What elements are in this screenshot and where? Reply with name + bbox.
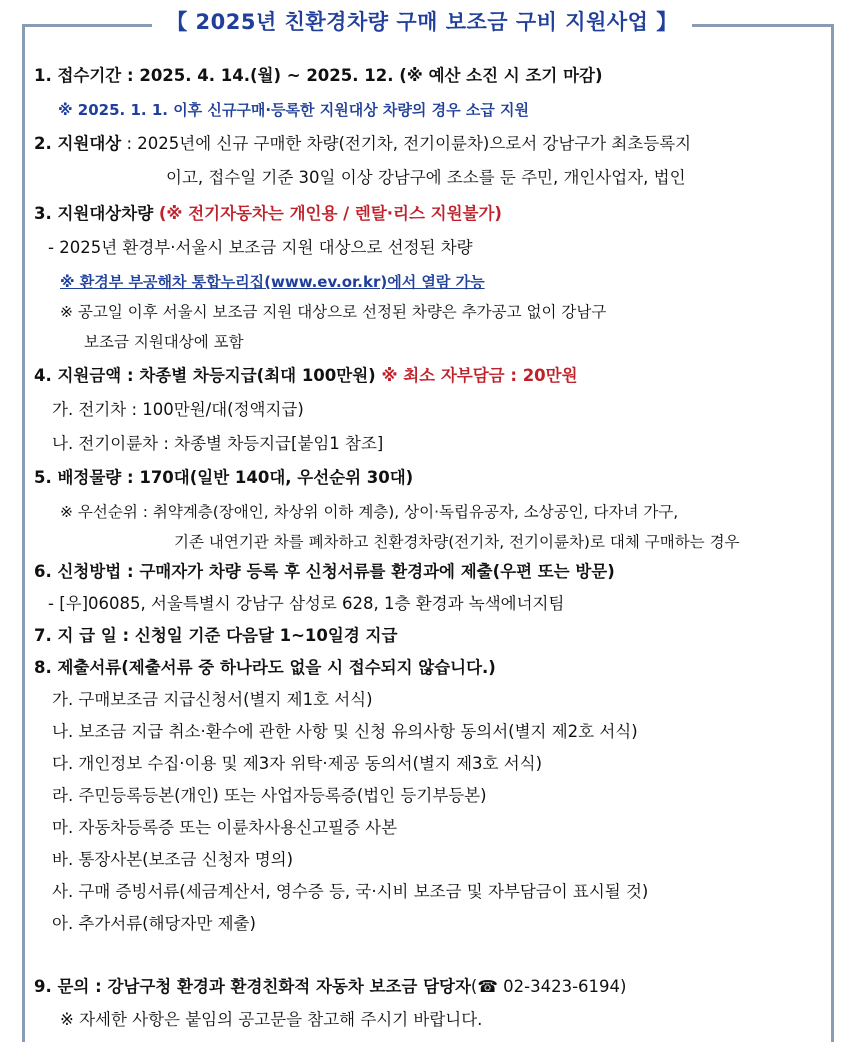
document-item: 아. 추가서류(해당자만 제출) [52,914,256,933]
section-2-label: 2. 지원대상 [34,134,122,153]
document-item: 마. 자동차등록증 또는 이륜차사용신고필증 사본 [52,818,398,837]
document-item: 라. 주민등록등본(개인) 또는 사업자등록증(법인 등기부등본) [52,786,487,805]
section-3-item1: - 2025년 환경부·서울시 보조금 지원 대상으로 선정된 차량 [48,238,473,257]
section-9-text: 9. 문의 : 강남구청 환경과 환경친화적 자동차 보조금 담당자 [34,977,471,996]
section-4-b: 나. 전기이륜차 : 차종별 차등지급[붙임1 참조] [52,434,384,453]
section-1-period: 1. 접수기간 : 2025. 4. 14.(월) ~ 2025. 12. (※ 예산 소진 시 조기 마감) [34,66,603,85]
section-3-warning: (※ 전기자동차는 개인용 / 렌탈·리스 지원불가) [158,204,502,223]
section-2-line1: : 2025년에 신규 구매한 차량(전기차, 전기이륜차)으로서 강남구가 최초등록지 [121,134,692,153]
section-4-min: ※ 최소 자부담금 : 20만원 [381,366,578,385]
section-8-documents: 8. 제출서류(제출서류 중 하나라도 없을 시 접수되지 않습니다.) [34,658,496,677]
section-5-quota: 5. 배정물량 : 170대(일반 140대, 우선순위 30대) [34,468,414,487]
section-7-payment: 7. 지 급 일 : 신청일 기준 다음달 1~10일경 지급 [34,626,398,645]
section-1-note: ※ 2025. 1. 1. 이후 신규구매·등록한 지원대상 차량의 경우 소급 지원 [58,101,530,119]
section-2-target [34,132,691,156]
section-3-vehicles [34,202,502,226]
section-6-address: - [우]06085, 서울특별시 강남구 삼성로 628, 1층 환경과 녹색에너지팀 [48,594,565,613]
section-6-method: 6. 신청방법 : 구매자가 차량 등록 후 신청서류를 환경과에 제출(우편 또는 방문) [34,562,615,581]
section-9-contact [34,975,626,999]
document-item: 다. 개인정보 수집·이용 및 제3자 위탁·제공 동의서(별지 제3호 서식) [52,754,543,773]
section-9-phone: (☎ 02-3423-6194) [470,977,627,996]
document-item: 가. 구매보조금 지급신청서(별지 제1호 서식) [52,690,373,709]
document-item: 사. 구매 증빙서류(세금계산서, 영수증 등, 국·시비 보조금 및 자부담금이 표시될 것) [52,882,649,901]
section-3-link-note[interactable]: ※ 환경부 부공해차 통합누리집(www.ev.or.kr)에서 열람 가능 [60,273,485,291]
document-item: 바. 통장사본(보조금 신청자 명의) [52,850,294,869]
section-5-note1: ※ 우선순위 : 취약계층(장애인, 차상위 이하 계층), 상이·독립유공자, 소상공인, 다자녀 가구, [60,503,679,521]
section-4-a: 가. 전기차 : 100만원/대(정액지급) [52,400,304,419]
section-5-note2: 기존 내연기관 차를 폐차하고 친환경차량(전기차, 전기이륜차)로 대체 구매하는 경우 [174,533,740,551]
document-title: 【 2025년 친환경차량 구매 보조금 구비 지원사업 】 [152,6,692,36]
section-3-note2: 보조금 지원대상에 포함 [84,333,244,351]
section-4-amount [34,364,578,388]
document-item: 나. 보조금 지급 취소·환수에 관한 사항 및 신청 유의사항 동의서(별지 제2호 서식) [52,722,638,741]
section-2-line2: 이고, 접수일 기준 30일 이상 강남구에 조소를 둔 주민, 개인사업자, 법인 [166,168,686,187]
section-3-note1: ※ 공고일 이후 서울시 보조금 지원 대상으로 선정된 차량은 추가공고 없이 강남구 [60,303,607,321]
section-4-text: 4. 지원금액 : 차종별 차등지급(최대 100만원) [34,366,382,385]
section-9-note: ※ 자세한 사항은 붙임의 공고문을 참고해 주시기 바랍니다. [60,1010,483,1029]
section-3-label: 3. 지원대상차량 [34,204,159,223]
title-wrap [0,6,844,36]
